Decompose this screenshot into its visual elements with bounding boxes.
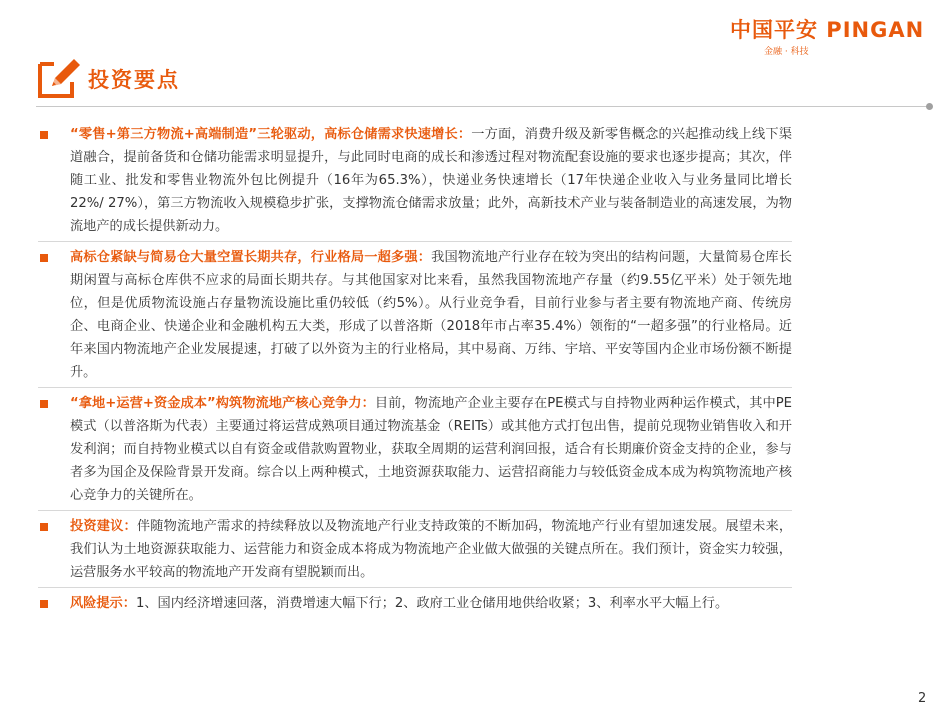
item-lead: “零售+第三方物流+高端制造”三轮驱动，高标仓储需求快速增长： [70, 127, 472, 142]
page-number: 2 [918, 691, 927, 706]
brand-tagline: 金融 · 科技 [764, 47, 809, 57]
list-item [38, 515, 792, 584]
bullet-square-icon [40, 523, 48, 531]
list-item [38, 592, 792, 615]
bullet-square-icon [40, 131, 48, 139]
item-text: 一方面，消费升级及新零售概念的兴起推动线上线下渠道融合，提前备货和仓储功能需求明显提升，与此同时电商的成长和渗透过程对物流配套设施的要求也逐步提高；其次，伴随工业、批发和零售业物流外包比例提升（16年为65.3%），快递业务快速增长（17年快递企业收入与业务量同比增长22%/ 27%），第三方物流收入规模稳步扩张，支撑物流仓储需求放量；此外，高新技术产业与装备制造业的高速发展，为物流地产的成长提供新动力。 [70, 127, 792, 234]
item-lead: 投资建议： [70, 519, 137, 534]
item-divider [38, 510, 792, 511]
item-text: 1、国内经济增速回落，消费增速大幅下行；2、政府工业仓储用地供给收紧；3、利率水平大幅上行。 [135, 596, 729, 611]
list-item [38, 246, 792, 384]
pencil-edit-icon [36, 54, 82, 100]
item-divider [38, 241, 792, 242]
pingan-logo [730, 14, 935, 57]
brand-name: 中国平安 PINGAN [730, 18, 925, 42]
bullet-square-icon [40, 600, 48, 608]
list-item [38, 392, 792, 507]
item-lead: 风险提示： [70, 596, 136, 611]
item-text: 我国物流地产行业存在较为突出的结构问题，大量简易仓库长期闲置与高标仓库供不应求的局面长期共存。与其他国家对比来看，虽然我国物流地产存量（约9.55亿平米）处于领先地位，但是优质物流设施占存量物流设施比重仍较低（约5%）。从行业竞争看，目前行业参与者主要有物流地产商、传统房企、电商企业、快递企业和金融机构五大类，形成了以普洛斯（2018年市占率35.4%）领衔的“一超多强”的行业格局。近年来国内物流地产企业发展提速，打破了以外资为主的行业格局，其中易商、万纬、宇培、平安等国内企业市场份额不断提升。 [70, 250, 792, 380]
title-divider [36, 106, 932, 107]
bullet-square-icon [40, 254, 48, 262]
item-lead: 高标仓紧缺与简易仓大量空置长期共存，行业格局一超多强： [70, 250, 432, 265]
item-text: 目前，物流地产企业主要存在PE模式与自持物业两种运作模式，其中PE模式（以普洛斯为代表）主要通过将运营成熟项目通过物流基金（REITs）或其他方式打包出售，提前兑现物业销售收入和开发利润；而自持物业模式以自有资金或借款购置物业，获取全周期的运营利润回报，适合有长期廉价资金支持的企业，参与者多为国企及保险背景开发商。综合以上两种模式，土地资源获取能力、运营招商能力与较低资金成本成为构筑物流地产核心竞争力的关键所在。 [70, 396, 792, 503]
item-lead: “拿地+运营+资金成本”构筑物流地产核心竞争力： [70, 396, 375, 411]
bullet-square-icon [40, 400, 48, 408]
title-divider-end [926, 103, 933, 110]
item-text: 伴随物流地产需求的持续释放以及物流地产行业支持政策的不断加码，物流地产行业有望加速发展。展望未来，我们认为土地资源获取能力、运营能力和资金成本将成为物流地产企业做大做强的关键点所在。我们预计，资金实力较强，运营服务水平较高的物流地产开发商有望脱颖而出。 [70, 519, 792, 580]
key-points [38, 123, 792, 645]
item-divider [38, 587, 792, 588]
list-item [38, 123, 792, 238]
page-title: 投资要点 [88, 67, 180, 92]
item-divider [38, 387, 792, 388]
